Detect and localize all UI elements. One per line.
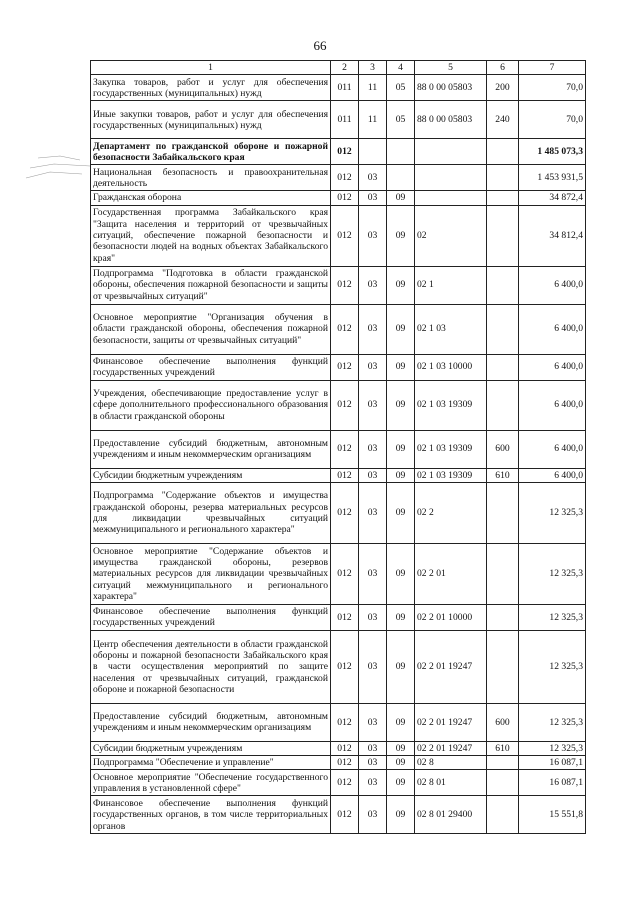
row-name-cell: Гражданская оборона: [91, 191, 331, 205]
row-expense-type-cell: 600: [487, 430, 519, 468]
row-name-cell: Подпрограмма "Обеспечение и управление": [91, 756, 331, 770]
row-target-code-cell: 02 1 03 19309: [415, 468, 487, 482]
row-name-cell: Подпрограмма "Содержание объектов и имущества гражданской обороны, резерва материальных ресурсов для ликвидации чрезвычайных ситуаций межмуниципального и регионального характера": [91, 482, 331, 543]
row-target-code-cell: 02 1 03: [415, 304, 487, 354]
header-cell: 6: [487, 61, 519, 75]
row-amount-cell: 6 400,0: [519, 354, 586, 380]
table-row: [91, 703, 586, 741]
table-row: [91, 139, 586, 165]
table-row: [91, 304, 586, 354]
row-admin-code-cell: 012: [331, 770, 359, 796]
row-expense-type-cell: [487, 796, 519, 834]
row-subsection-cell: [387, 139, 415, 165]
row-name-cell: Предоставление субсидий бюджетным, автономным учреждениям и иным некоммерческим организациям: [91, 430, 331, 468]
row-amount-cell: 15 551,8: [519, 796, 586, 834]
row-name-cell: Департамент по гражданской обороне и пожарной безопасности Забайкальского края: [91, 139, 331, 165]
row-expense-type-cell: [487, 354, 519, 380]
row-subsection-cell: 05: [387, 75, 415, 101]
row-target-code-cell: [415, 165, 487, 191]
row-amount-cell: 16 087,1: [519, 756, 586, 770]
table-row: [91, 770, 586, 796]
row-admin-code-cell: 012: [331, 139, 359, 165]
page-number: 66: [313, 38, 327, 53]
row-subsection-cell: 05: [387, 101, 415, 139]
row-section-cell: 03: [359, 741, 387, 755]
row-name-cell: Иные закупки товаров, работ и услуг для обеспечения государственных (муниципальных) нужд: [91, 101, 331, 139]
table-row: [91, 266, 586, 304]
row-admin-code-cell: 011: [331, 75, 359, 101]
row-subsection-cell: 09: [387, 770, 415, 796]
row-section-cell: 03: [359, 770, 387, 796]
table-row: [91, 796, 586, 834]
row-section-cell: 03: [359, 354, 387, 380]
table-row: [91, 468, 586, 482]
row-amount-cell: 12 325,3: [519, 482, 586, 543]
row-name-cell: Учреждения, обеспечивающие предоставление услуг в сфере дополнительного профессионального образования в области гражданской обороны: [91, 380, 331, 430]
row-subsection-cell: 09: [387, 205, 415, 266]
row-amount-cell: 6 400,0: [519, 304, 586, 354]
row-target-code-cell: [415, 191, 487, 205]
row-admin-code-cell: 012: [331, 430, 359, 468]
row-target-code-cell: [415, 139, 487, 165]
table-row: [91, 430, 586, 468]
row-subsection-cell: 09: [387, 756, 415, 770]
budget-table: [90, 60, 586, 834]
row-target-code-cell: 02 2 01 19247: [415, 630, 487, 703]
row-target-code-cell: 88 0 00 05803: [415, 75, 487, 101]
row-target-code-cell: 02 2 01 10000: [415, 604, 487, 630]
row-section-cell: 03: [359, 266, 387, 304]
row-amount-cell: 12 325,3: [519, 703, 586, 741]
row-section-cell: 03: [359, 468, 387, 482]
row-admin-code-cell: 012: [331, 604, 359, 630]
row-expense-type-cell: [487, 304, 519, 354]
row-admin-code-cell: 012: [331, 703, 359, 741]
row-subsection-cell: 09: [387, 543, 415, 604]
row-admin-code-cell: 012: [331, 630, 359, 703]
row-amount-cell: 34 872,4: [519, 191, 586, 205]
row-expense-type-cell: 240: [487, 101, 519, 139]
row-amount-cell: 12 325,3: [519, 604, 586, 630]
row-name-cell: Подпрограмма "Подготовка в области гражданской обороны, обеспечения пожарной безопасности и защиты от чрезвычайных ситуаций": [91, 266, 331, 304]
row-expense-type-cell: [487, 266, 519, 304]
row-expense-type-cell: [487, 482, 519, 543]
row-section-cell: 03: [359, 380, 387, 430]
table-body: [91, 75, 586, 834]
row-section-cell: 03: [359, 304, 387, 354]
row-target-code-cell: 02 1: [415, 266, 487, 304]
row-expense-type-cell: 610: [487, 741, 519, 755]
header-cell: 3: [359, 61, 387, 75]
row-name-cell: Основное мероприятие "Содержание объектов и имущества гражданской обороны, резервов материальных ресурсов для ликвидации чрезвычайных ситуаций межмуниципального и регионального характера": [91, 543, 331, 604]
row-target-code-cell: 02 2 01 19247: [415, 741, 487, 755]
row-admin-code-cell: 012: [331, 468, 359, 482]
row-name-cell: Основное мероприятие "Обеспечение государственного управления в установленной сфере": [91, 770, 331, 796]
row-section-cell: 03: [359, 796, 387, 834]
row-amount-cell: 12 325,3: [519, 543, 586, 604]
row-expense-type-cell: 610: [487, 468, 519, 482]
row-admin-code-cell: 012: [331, 482, 359, 543]
row-subsection-cell: 09: [387, 380, 415, 430]
row-target-code-cell: 02 2: [415, 482, 487, 543]
row-subsection-cell: 09: [387, 604, 415, 630]
row-name-cell: Предоставление субсидий бюджетным, автономным учреждениям и иным некоммерческим организациям: [91, 703, 331, 741]
row-target-code-cell: 02 1 03 19309: [415, 430, 487, 468]
row-target-code-cell: 02 2 01: [415, 543, 487, 604]
table-header-row: [91, 61, 586, 75]
row-target-code-cell: 02 1 03 19309: [415, 380, 487, 430]
row-admin-code-cell: 012: [331, 354, 359, 380]
row-amount-cell: 70,0: [519, 75, 586, 101]
header-cell: 2: [331, 61, 359, 75]
row-name-cell: Закупка товаров, работ и услуг для обеспечения государственных (муниципальных) нужд: [91, 75, 331, 101]
row-section-cell: 03: [359, 703, 387, 741]
row-name-cell: Государственная программа Забайкальского края "Защита населения и территорий от чрезвычайных ситуаций, обеспечение пожарной безопасности и безопасности людей на водных объектах Забайкальского края": [91, 205, 331, 266]
row-admin-code-cell: 012: [331, 796, 359, 834]
row-expense-type-cell: [487, 770, 519, 796]
table-row: [91, 191, 586, 205]
row-amount-cell: 6 400,0: [519, 468, 586, 482]
row-target-code-cell: 02 1 03 10000: [415, 354, 487, 380]
row-amount-cell: 34 812,4: [519, 205, 586, 266]
row-admin-code-cell: 012: [331, 741, 359, 755]
row-amount-cell: 1 485 073,3: [519, 139, 586, 165]
row-section-cell: 11: [359, 75, 387, 101]
row-admin-code-cell: 012: [331, 756, 359, 770]
row-admin-code-cell: 012: [331, 266, 359, 304]
row-amount-cell: 6 400,0: [519, 430, 586, 468]
row-amount-cell: 6 400,0: [519, 380, 586, 430]
row-amount-cell: 6 400,0: [519, 266, 586, 304]
row-expense-type-cell: [487, 543, 519, 604]
row-target-code-cell: 02 8 01: [415, 770, 487, 796]
stamp-mark: [20, 150, 100, 190]
row-subsection-cell: 09: [387, 741, 415, 755]
row-section-cell: 03: [359, 630, 387, 703]
row-subsection-cell: 09: [387, 796, 415, 834]
row-section-cell: 03: [359, 165, 387, 191]
row-section-cell: [359, 139, 387, 165]
row-admin-code-cell: 012: [331, 543, 359, 604]
row-amount-cell: 12 325,3: [519, 630, 586, 703]
row-section-cell: 03: [359, 430, 387, 468]
table-row: [91, 543, 586, 604]
table-row: [91, 205, 586, 266]
row-section-cell: 03: [359, 756, 387, 770]
table-row: [91, 756, 586, 770]
row-subsection-cell: 09: [387, 630, 415, 703]
row-subsection-cell: 09: [387, 304, 415, 354]
row-subsection-cell: 09: [387, 430, 415, 468]
row-admin-code-cell: 011: [331, 101, 359, 139]
table-row: [91, 604, 586, 630]
row-section-cell: 03: [359, 205, 387, 266]
row-expense-type-cell: 600: [487, 703, 519, 741]
row-target-code-cell: 02 2 01 19247: [415, 703, 487, 741]
row-name-cell: Субсидии бюджетным учреждениям: [91, 468, 331, 482]
row-name-cell: Центр обеспечения деятельности в области гражданской обороны и пожарной безопасности Забайкальского края в части осуществления мероприятий по защите населения от чрезвычайных ситуаций, гражданской обороне и пожарной безопасности: [91, 630, 331, 703]
row-name-cell: Национальная безопасность и правоохранительная деятельность: [91, 165, 331, 191]
row-subsection-cell: 09: [387, 703, 415, 741]
row-name-cell: Основное мероприятие "Организация обучения в области гражданской обороны, обеспечения пожарной безопасности, защиты от чрезвычайных ситуаций": [91, 304, 331, 354]
row-section-cell: 03: [359, 604, 387, 630]
table-row: [91, 101, 586, 139]
row-subsection-cell: 09: [387, 266, 415, 304]
row-name-cell: Финансовое обеспечение выполнения функций государственных учреждений: [91, 354, 331, 380]
row-admin-code-cell: 012: [331, 304, 359, 354]
table-row: [91, 75, 586, 101]
row-target-code-cell: 02 8: [415, 756, 487, 770]
row-expense-type-cell: [487, 756, 519, 770]
row-amount-cell: 1 453 931,5: [519, 165, 586, 191]
row-amount-cell: 16 087,1: [519, 770, 586, 796]
row-name-cell: Финансовое обеспечение выполнения функций государственных органов, в том числе территориальных органов: [91, 796, 331, 834]
row-expense-type-cell: [487, 604, 519, 630]
row-section-cell: 03: [359, 543, 387, 604]
row-subsection-cell: 09: [387, 468, 415, 482]
table-row: [91, 630, 586, 703]
row-expense-type-cell: [487, 139, 519, 165]
row-name-cell: Субсидии бюджетным учреждениям: [91, 741, 331, 755]
row-amount-cell: 12 325,3: [519, 741, 586, 755]
row-admin-code-cell: 012: [331, 191, 359, 205]
table-row: [91, 165, 586, 191]
header-cell: 7: [519, 61, 586, 75]
table-row: [91, 741, 586, 755]
row-admin-code-cell: 012: [331, 165, 359, 191]
table-row: [91, 482, 586, 543]
row-admin-code-cell: 012: [331, 205, 359, 266]
row-target-code-cell: 88 0 00 05803: [415, 101, 487, 139]
row-admin-code-cell: 012: [331, 380, 359, 430]
row-expense-type-cell: [487, 191, 519, 205]
row-section-cell: 03: [359, 191, 387, 205]
row-target-code-cell: 02 8 01 29400: [415, 796, 487, 834]
row-expense-type-cell: 200: [487, 75, 519, 101]
table-row: [91, 380, 586, 430]
header-cell: 1: [91, 61, 331, 75]
table-row: [91, 354, 586, 380]
row-expense-type-cell: [487, 630, 519, 703]
row-subsection-cell: 09: [387, 482, 415, 543]
row-amount-cell: 70,0: [519, 101, 586, 139]
row-subsection-cell: 09: [387, 191, 415, 205]
row-expense-type-cell: [487, 205, 519, 266]
row-section-cell: 11: [359, 101, 387, 139]
row-subsection-cell: [387, 165, 415, 191]
row-expense-type-cell: [487, 380, 519, 430]
header-cell: 5: [415, 61, 487, 75]
header-cell: 4: [387, 61, 415, 75]
row-subsection-cell: 09: [387, 354, 415, 380]
row-target-code-cell: 02: [415, 205, 487, 266]
row-section-cell: 03: [359, 482, 387, 543]
row-name-cell: Финансовое обеспечение выполнения функций государственных учреждений: [91, 604, 331, 630]
row-expense-type-cell: [487, 165, 519, 191]
